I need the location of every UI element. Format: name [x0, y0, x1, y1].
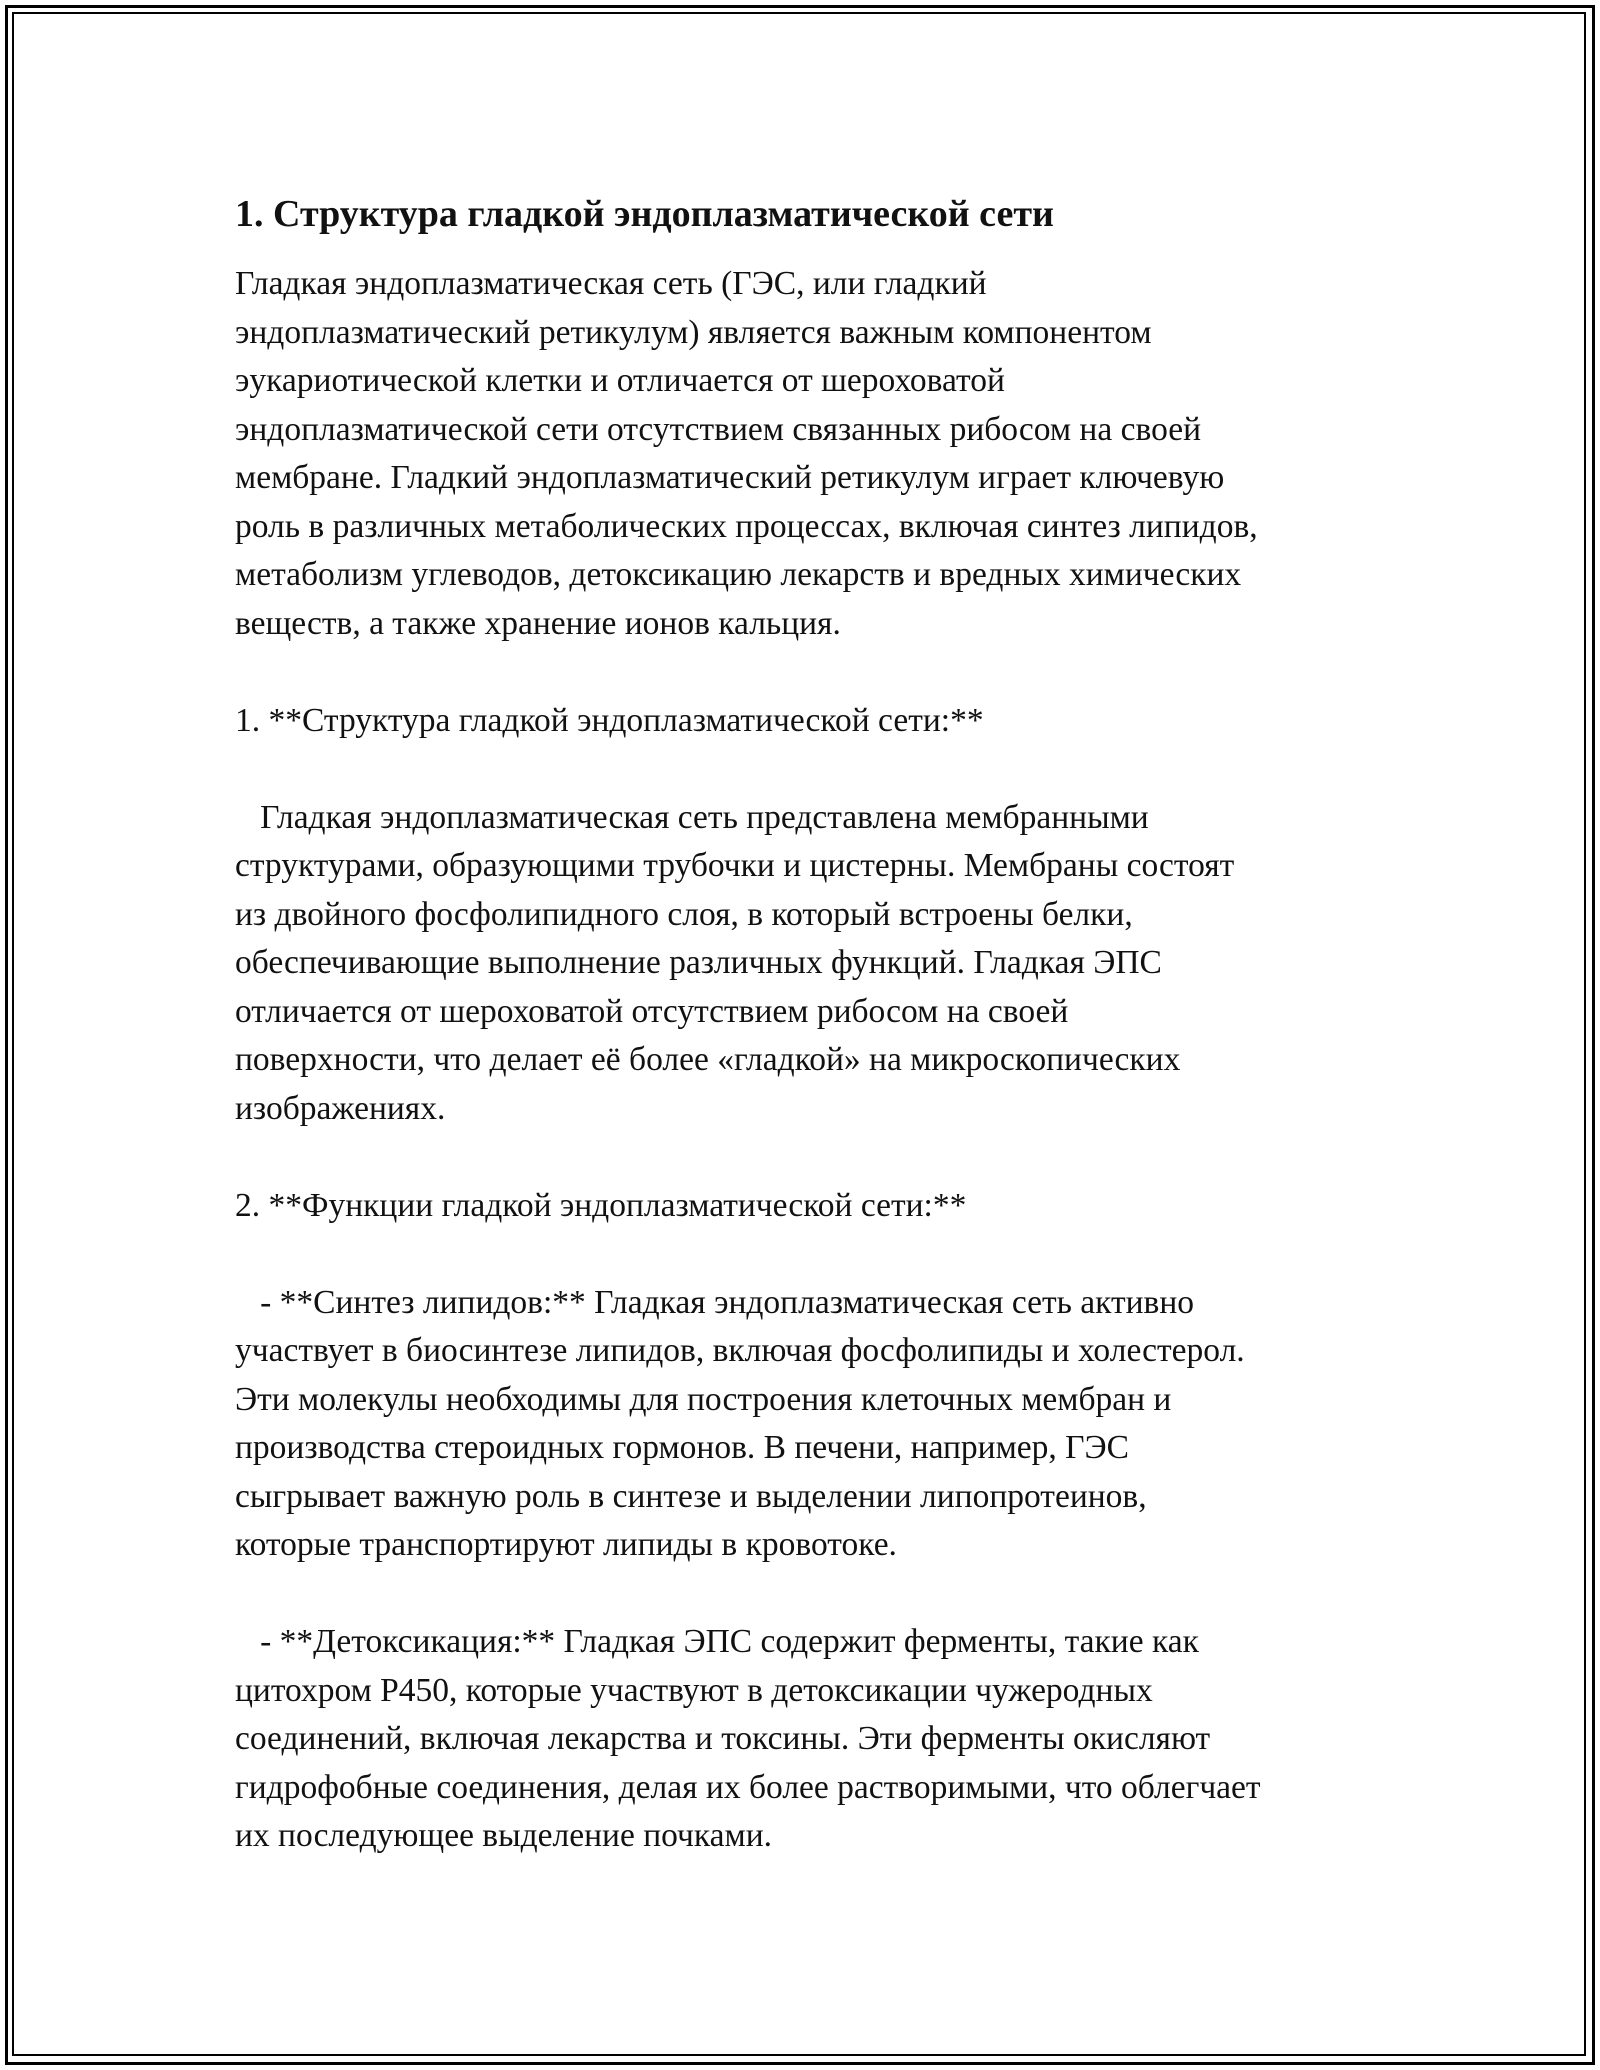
- text-line: Гладкая эндоплазматическая сеть (ГЭС, или гладкий: [235, 265, 987, 302]
- blank-line: [235, 1570, 1385, 1619]
- text-line: гидрофобные соединения, делая их более растворимыми, что облегчает: [235, 1768, 1261, 1806]
- text-line: эндоплазматической сети отсутствием связанных рибосом на своей: [235, 410, 1202, 448]
- structure-paragraph: [235, 794, 1385, 1134]
- text-line: сыгрывает важную роль в синтезе и выделении липопротеинов,: [235, 1477, 1147, 1515]
- lipid-synthesis-paragraph: [235, 1279, 1385, 1570]
- text-line: Эти молекулы необходимы для построения клеточных мембран и: [235, 1380, 1172, 1418]
- section-heading-functions: 2. **Функции гладкой эндоплазматической сети:**: [235, 1186, 967, 1224]
- text-line: структурами, образующими трубочки и цистерны. Мембраны состоят: [235, 847, 1235, 884]
- text-line: изображениях.: [235, 1089, 446, 1127]
- blank-line: [235, 648, 1385, 697]
- text-line: - **Синтез липидов:** Гладкая эндоплазматическая сеть активно: [235, 1283, 1195, 1321]
- text-line: мембране. Гладкий эндоплазматический ретикулум играет ключевую: [235, 459, 1225, 496]
- text-line: поверхности, что делает её более «гладкой» на микроскопических: [235, 1041, 1181, 1078]
- text-line: отличается от шероховатой отсутствием рибосом на своей: [235, 992, 1069, 1030]
- text-line: производства стероидных гормонов. В печени, например, ГЭС: [235, 1429, 1129, 1466]
- text-line: эукариотической клетки и отличается от шероховатой: [235, 362, 1005, 399]
- text-line: роль в различных метаболических процессах, включая синтез липидов,: [235, 507, 1258, 545]
- text-line: которые транспортируют липиды в кровотоке.: [235, 1526, 897, 1563]
- blank-line: [235, 1133, 1385, 1182]
- text-line: соединений, включая лекарства и токсины. Эти ферменты окисляют: [235, 1720, 1211, 1757]
- section-heading-structure: 1. **Структура гладкой эндоплазматической сети:**: [235, 701, 984, 739]
- text-line: из двойного фосфолипидного слоя, в который встроены белки,: [235, 895, 1133, 933]
- text-line: обеспечивающие выполнение различных функций. Гладкая ЭПС: [235, 944, 1162, 981]
- blank-line: [235, 745, 1385, 794]
- document-title: 1. Структура гладкой эндоплазматической сети: [235, 193, 1054, 235]
- text-line: - **Детоксикация:** Гладкая ЭПС содержит ферменты, такие как: [235, 1623, 1199, 1660]
- document-body: [235, 190, 1385, 1861]
- text-line: их последующее выделение почками.: [235, 1817, 773, 1854]
- text-line: веществ, а также хранение ионов кальция.: [235, 604, 841, 642]
- text-line: Гладкая эндоплазматическая сеть представлена мембранными: [235, 798, 1149, 836]
- text-line: цитохром P450, которые участвуют в детоксикации чужеродных: [235, 1671, 1153, 1709]
- text-line: участвует в биосинтезе липидов, включая фосфолипиды и холестерол.: [235, 1332, 1245, 1369]
- detoxification-paragraph: [235, 1618, 1385, 1861]
- blank-line: [235, 1230, 1385, 1279]
- text-line: эндоплазматический ретикулум) является важным компонентом: [235, 313, 1152, 351]
- text-line: метаболизм углеводов, детоксикацию лекарств и вредных химических: [235, 556, 1242, 593]
- intro-paragraph: [235, 260, 1385, 648]
